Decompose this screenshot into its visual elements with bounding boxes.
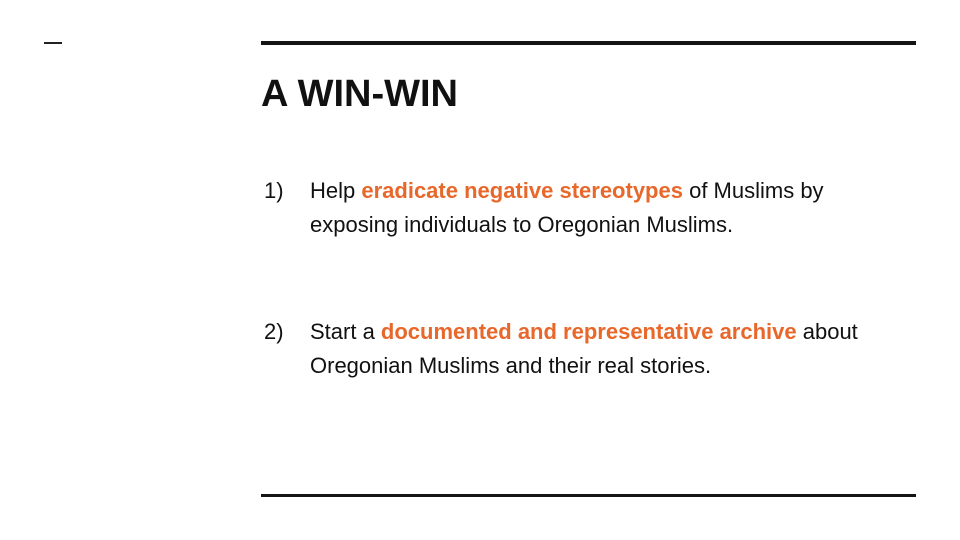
list-item-number: 1) [264,178,284,203]
list-item [264,315,904,383]
list-item-text [310,174,904,242]
list-item-text-before: Start a [310,319,381,344]
list-item-text-before: Help [310,178,362,203]
list-item-text [310,315,904,383]
list-item-text-after: of Muslims by exposing individuals to Oregonian Muslims. [310,178,824,237]
list-item-number: 2) [264,319,284,344]
slide-marker-dash [44,42,62,44]
list-item-highlight: eradicate negative stereotypes [361,178,683,203]
list-item-text-after: about Oregonian Muslims and their real stories. [310,319,858,378]
slide-title: A WIN-WIN [261,73,458,115]
bottom-rule [261,494,916,497]
list-item [264,174,904,242]
top-rule [261,41,916,45]
list-item-highlight: documented and representative archive [380,319,797,344]
